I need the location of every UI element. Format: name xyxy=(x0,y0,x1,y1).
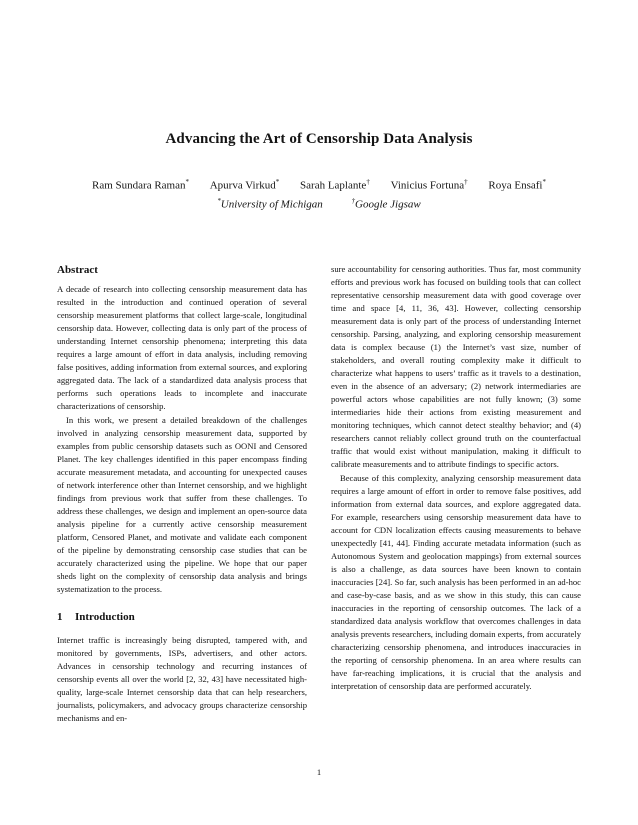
abstract-paragraph: A decade of research into collecting censorship measurement data has resulted in the introduction and continued operation of several censorship measurement platforms that collect large-scale, longitudinal censorship data. However, collecting data is only part of the process of understanding Internet censorship phenomena; interpreting this data requires a large amount of effort in data analysis, including removing false positives, adding information from external sources, and exploring aggregated data. The lack of a standardized data analysis process that performs such operations leads to incomplete and inaccurate characterizations of censorship. xyxy=(57,284,307,411)
page-number: 1 xyxy=(316,767,322,777)
paper-title: Advancing the Art of Censorship Data Analysis xyxy=(165,131,473,147)
body-paragraph: Internet traffic is increasingly being disrupted, tampered with, and monitored by governments, ISPs, advertisers, and other actors. Advances in censorship technology and recurring instances of censorship events all over the world [2, 32, 43] have necessitated high-quality, large-scale Internet censorship data that can help researchers, journalists, policymakers, and advocacy groups characterize censorship mechanisms and en- xyxy=(57,635,307,723)
author: Roya Ensafi* xyxy=(488,178,546,192)
section-title: Introduction xyxy=(75,611,135,623)
affiliation: †Google Jigsaw xyxy=(351,197,421,211)
body-paragraph: sure accountability for censoring authorities. Thus far, most community efforts and previous work has focused on building tools that can collect representative censorship measurement data with good coverage over time and space [4, 11, 36, 43]. However, collecting censorship measurement data is only part of the process of understanding Internet censorship. Parsing, analyzing, and exploring censorship measurement data is complex because (1) the Internet’s vast size, number of stakeholders, and overall routing complexity make it difficult to characterize what happens to users’ traffic as it travels to a destination, even in the absence of an adversary; (2) network intermediaries are powerful actors whose capabilities are not fully known; (3) some intermediaries hide their actions from existing measurement and monitoring techniques, which cannot detect stealthy behavior; and (4) researchers cannot reliably collect ground truth on the counterfactual traffic that would exist without manipulation, making it difficult to calibrate measurements and to attribute findings to specific actors. xyxy=(331,264,581,469)
section-number: 1 xyxy=(57,611,63,623)
author: Vinicius Fortuna† xyxy=(390,178,468,192)
author: Sarah Laplante† xyxy=(300,178,370,192)
abstract-paragraph: In this work, we present a detailed breakdown of the challenges involved in analyzing censorship measurement data, supported by examples from public censorship datasets such as OONI and Censored Planet. The key challenges identified in this paper encompass finding accurate measurement metadata, and accounting for unexpected causes of network interference other than Internet censorship, and we highlight findings from previous work that suffer from these challenges. To address these challenges, we design and implement an open-source data analysis pipeline for a currently active censorship measurement platform, Censored Planet, and motivate and validate each component of the pipeline by demonstrating censorship case studies that can be accurately characterized using the pipeline. We hope that our paper sheds light on the complexity of censorship data analysis and brings systematization to the process. xyxy=(57,415,307,594)
author-list xyxy=(0,178,638,192)
section-heading xyxy=(57,610,307,624)
author: Apurva Virkud* xyxy=(209,178,280,192)
author: Ram Sundara Raman* xyxy=(92,178,189,192)
abstract-heading: Abstract xyxy=(57,264,98,276)
left-column xyxy=(57,263,307,725)
affiliation-list xyxy=(0,197,638,211)
right-column xyxy=(331,263,581,693)
affiliation: *University of Michigan xyxy=(217,197,323,211)
body-paragraph: Because of this complexity, analyzing censorship measurement data requires a large amount of effort in order to remove false positives, add information from external data sources, and explore aggregated data. For example, researchers using censorship measurement data have to account for CDN localization effects causing measurements to behave unexpectedly [41, 44]. Finding accurate metadata information (such as Autonomous System and geolocation mappings) from external sources is also a challenge, as data sources have been known to contain inaccuracies [24]. So far, such analysis has been performed in an ad-hoc and case-by-case basis, and as we show in this study, this can cause inaccuracies in the reporting of censorship outcomes. The lack of a standardized data analysis workflow that overcomes challenges in data analysis prevents researchers, including domain experts, from accurately characterizing censorship phenomena, and introduces inaccuracies in the reporting of censorship phenomena. In an area where results can have far-reaching implications, it is crucial that the analysis and interpretation of censorship data are performed accurately. xyxy=(331,473,581,691)
